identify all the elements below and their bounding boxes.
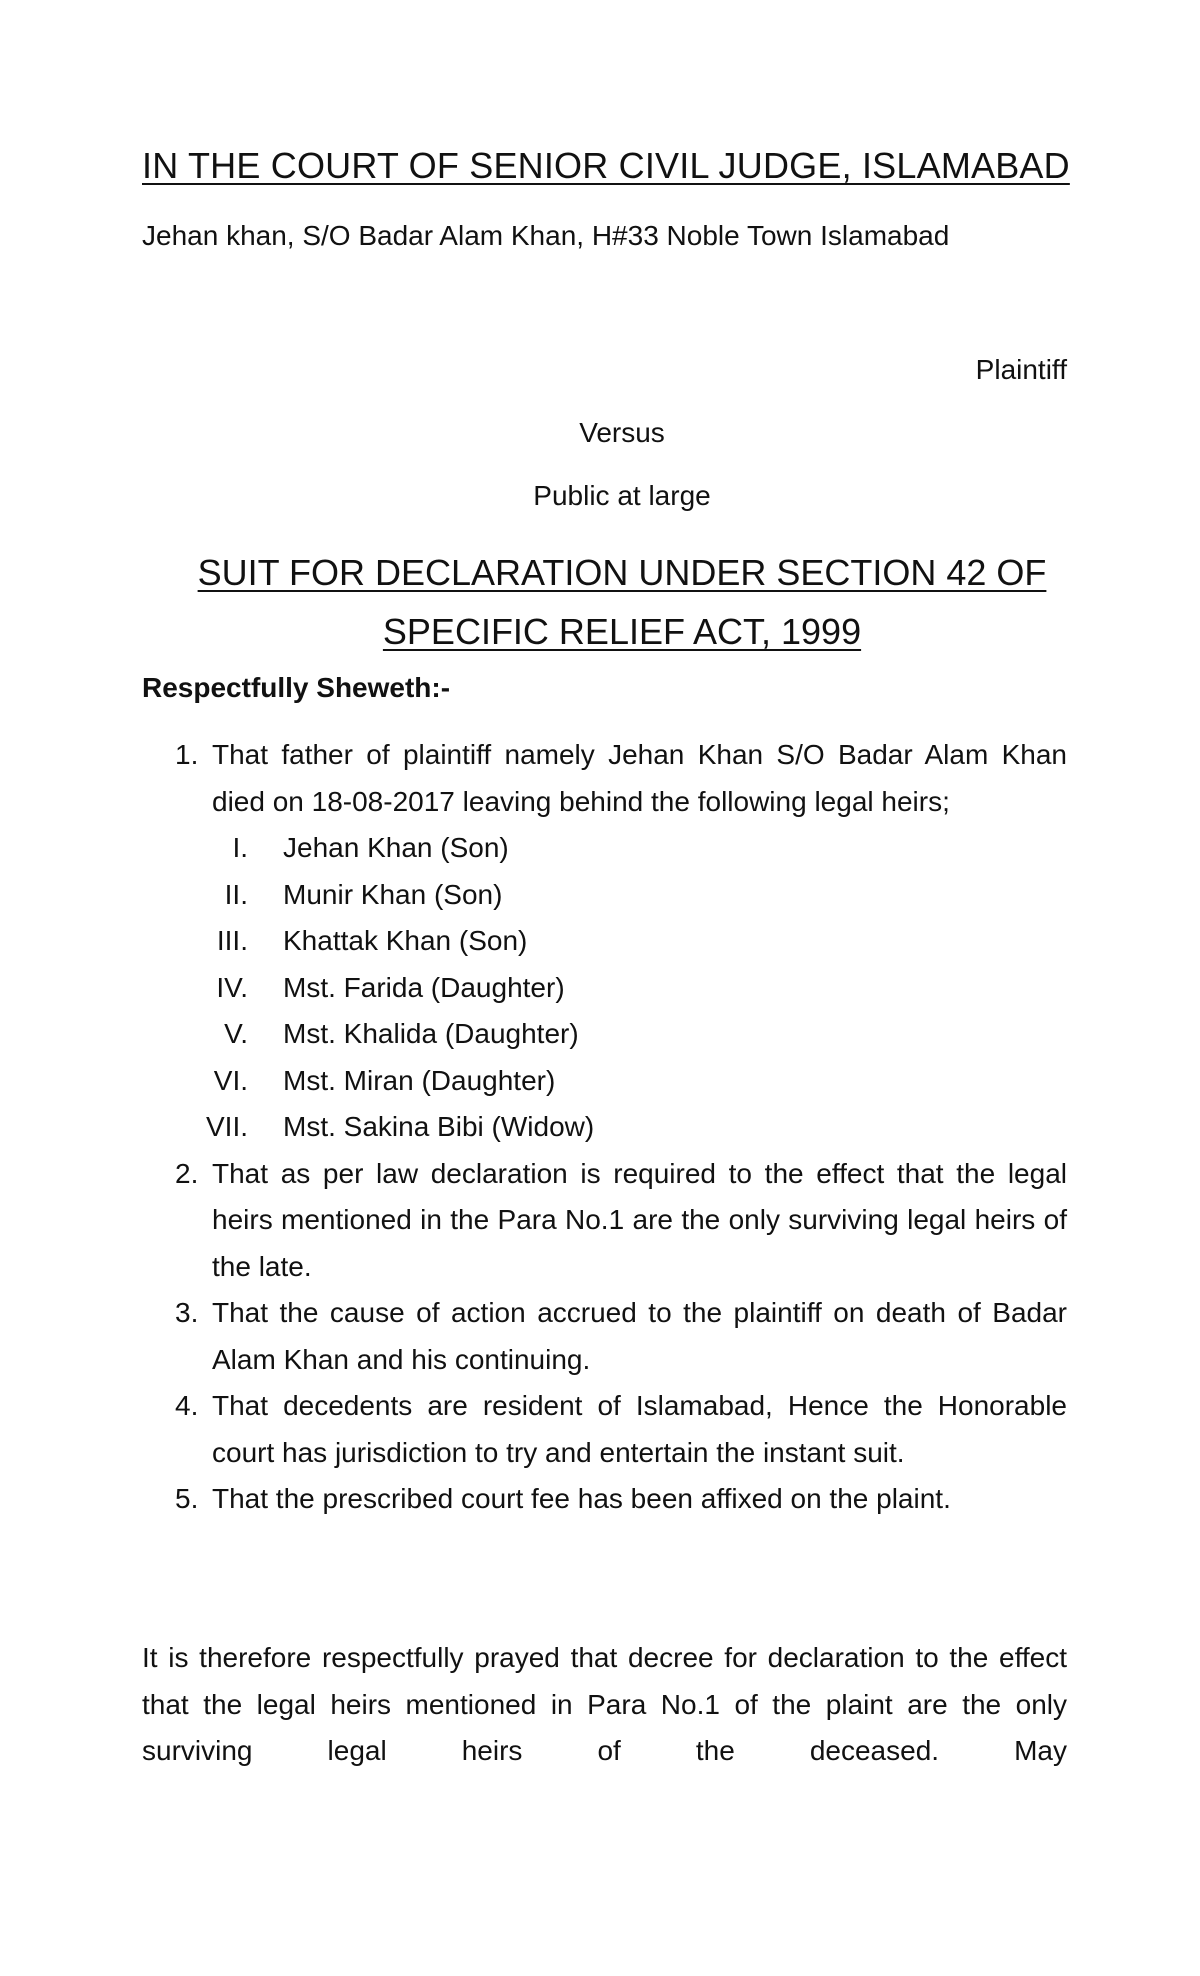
paragraph-text: That as per law declaration is required to the effect that the legal heirs mentioned in the Para No.1 are the only surviving legal heirs of the late.: [212, 1157, 1067, 1282]
heir-item: [142, 965, 1067, 1012]
plaintiff-label: Plaintiff: [975, 354, 1067, 385]
suit-title: [142, 543, 1067, 661]
paragraph-number: 2.: [175, 1157, 199, 1189]
heir-name: Munir Khan (Son): [283, 878, 503, 910]
paragraph-list: [142, 732, 1067, 1523]
prayer-paragraph: It is therefore respectfully prayed that decree for declaration to the effect that the legal heirs mentioned in Para No.1 of the plaint are the only surviving legal heirs of the deceased. May: [142, 1642, 1067, 1766]
heir-name: Mst. Farida (Daughter): [283, 971, 565, 1003]
heir-item: [142, 918, 1067, 965]
heir-numeral: V.: [224, 1018, 248, 1049]
paragraph-text: That decedents are resident of Islamabad, Hence the Honorable court has jurisdiction to try and entertain the instant suit.: [212, 1390, 1067, 1468]
paragraph-3: [142, 1290, 1067, 1383]
paragraph-text: That father of plaintiff namely Jehan Khan S/O Badar Alam Khan died on 18-08-2017 leaving behind the following legal heirs;: [212, 739, 1067, 817]
paragraph-2: [142, 1151, 1067, 1291]
paragraph-number: 5.: [175, 1483, 199, 1514]
paragraph-text: That the prescribed court fee has been affixed on the plaint.: [212, 1483, 951, 1514]
plaintiff-details: Jehan khan, S/O Badar Alam Khan, H#33 Noble Town Islamabad: [142, 220, 950, 251]
heir-numeral: VII.: [205, 1111, 248, 1142]
heir-item: [142, 1011, 1067, 1058]
heir-numeral: VI.: [213, 1064, 248, 1096]
defendant-label: Public at large: [533, 480, 711, 511]
paragraph-number: 4.: [175, 1390, 199, 1421]
heir-item: [142, 872, 1067, 919]
paragraph-number: 1.: [175, 739, 199, 770]
heir-name: Mst. Sakina Bibi (Widow): [283, 1111, 595, 1142]
versus-label: Versus: [579, 417, 665, 448]
heir-numeral: II.: [224, 878, 248, 910]
heir-numeral: IV.: [216, 971, 248, 1003]
paragraph-5: [142, 1476, 1067, 1523]
sheweth-heading: Respectfully Sheweth:-: [142, 672, 451, 703]
heir-name: Jehan Khan (Son): [283, 832, 509, 863]
paragraph-1: [142, 732, 1067, 825]
document-page: [142, 0, 1070, 1976]
paragraph-text: That the cause of action accrued to the plaintiff on death of Badar Alam Khan and his continuing.: [212, 1297, 1067, 1375]
heir-name: Mst. Khalida (Daughter): [283, 1018, 579, 1049]
heir-numeral: I.: [232, 832, 248, 863]
paragraph-number: 3.: [175, 1297, 199, 1328]
heir-item: [142, 1058, 1067, 1105]
heir-item: [142, 1104, 1067, 1151]
heir-item: [142, 825, 1067, 872]
heir-name: Khattak Khan (Son): [283, 925, 528, 956]
suit-title-line-2: SPECIFIC RELIEF ACT, 1999: [382, 611, 862, 652]
paragraph-4: [142, 1383, 1067, 1476]
heir-numeral: III.: [216, 925, 248, 956]
legal-heirs-list: [142, 825, 1067, 1151]
heir-name: Mst. Miran (Daughter): [283, 1064, 556, 1096]
court-title: IN THE COURT OF SENIOR CIVIL JUDGE, ISLAMABAD: [142, 145, 1070, 186]
suit-title-line-1: SUIT FOR DECLARATION UNDER SECTION 42 OF: [197, 552, 1047, 593]
